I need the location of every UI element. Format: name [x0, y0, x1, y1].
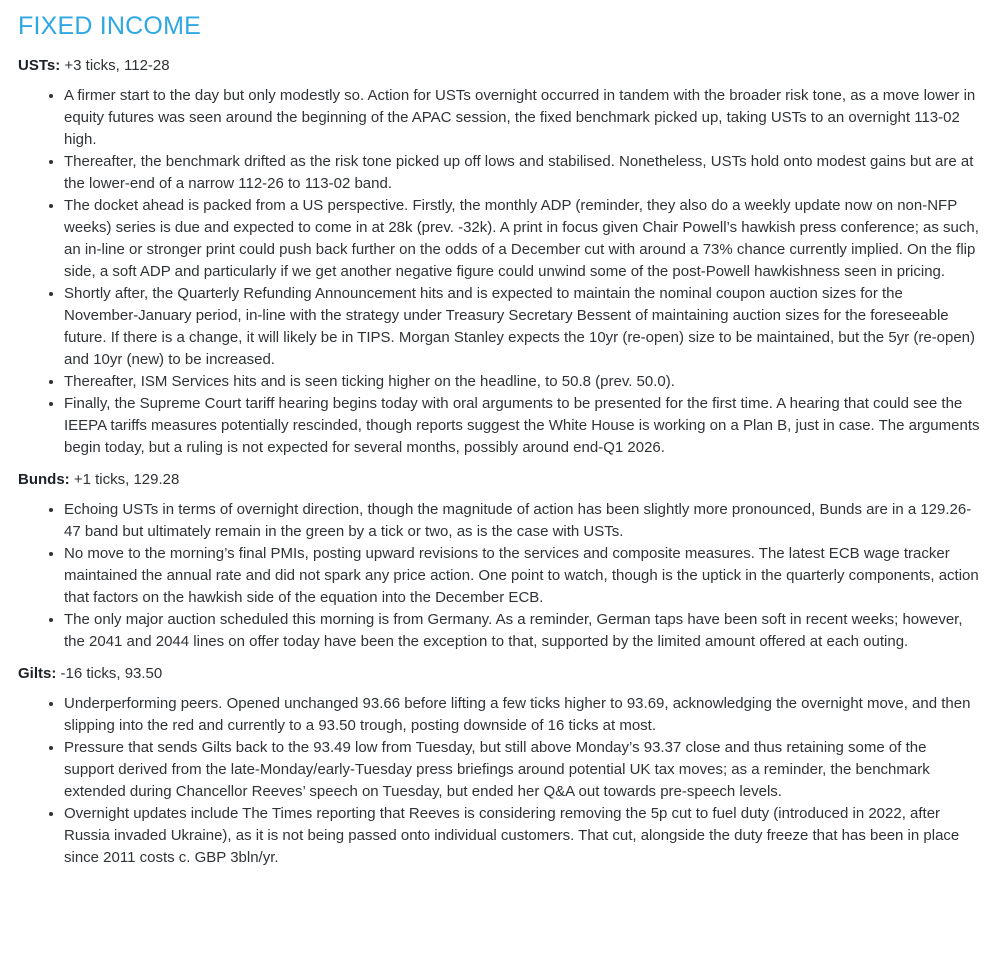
list-item: • Finally, the Supreme Court tariff hearing begins today with oral arguments to be presented for the first time. A hearing that could see the IEEPA tariffs measures potentially rescinded, though reports suggest the White House is working on a Plan B, just in case. The arguments begin today, but a ruling is not expected for several months, possibly around end-Q1 2026. [64, 393, 980, 459]
list-item: • Pressure that sends Gilts back to the 93.49 low from Tuesday, but still above Monday’s 93.37 close and thus retaining some of the support derived from the late-Monday/early-Tuesday press briefings around potential UK tax moves; as a reminder, the benchmark extended during Chancellor Reeves’ speech on Tuesday, but ended her Q&A out towards pre-speech levels. [64, 737, 980, 803]
section-header-gilts [18, 664, 980, 684]
section-header-bunds [18, 470, 980, 490]
list-item: • The docket ahead is packed from a US perspective. Firstly, the monthly ADP (reminder, they also do a weekly update now on non-NFP weeks) series is due and expected to come in at 28k (prev. -32k). A print in focus given Chair Powell’s hawkish press conference; as such, an in-line or stronger print could push back further on the odds of a December cut with around a 73% chance currently implied. On the flip side, a soft ADP and particularly if we get another negative figure could unwind some of the post-Powell hawkishness seen in pricing. [64, 195, 980, 283]
list-item: • Overnight updates include The Times reporting that Reeves is considering removing the 5p cut to fuel duty (introduced in 2022, after Russia invaded Ukraine), as it is not being passed onto individual customers. That cut, alongside the duty freeze that has been in place since 2011 costs c. GBP 3bln/yr. [64, 803, 980, 869]
list-item: • The only major auction scheduled this morning is from Germany. As a reminder, German taps have been soft in recent weeks; however, the 2041 and 2044 lines on offer today have been the exception to that, supported by the limited amount offered at each outing. [64, 609, 980, 653]
section-label: USTs: [18, 57, 61, 74]
bullet-list-bunds [18, 499, 980, 653]
section-header-usts [18, 56, 980, 76]
section-gilts [18, 664, 980, 869]
section-summary: +1 ticks, 129.28 [69, 471, 180, 488]
list-item: • Shortly after, the Quarterly Refunding Announcement hits and is expected to maintain the nominal coupon auction sizes for the November-January period, in-line with the strategy under Treasury Secretary Bessent of maintaining auction sizes for the foreseeable future. If there is a change, it will likely be in TIPS. Morgan Stanley expects the 10yr (re-open) size to be maintained, but the 5yr (re-open) and 10yr (new) to be increased. [64, 283, 980, 371]
list-item: • Thereafter, ISM Services hits and is seen ticking higher on the headline, to 50.8 (prev. 50.0). [64, 371, 980, 393]
list-item: • No move to the morning’s final PMIs, posting upward revisions to the services and composite measures. The latest ECB wage tracker maintained the annual rate and did not spark any price action. One point to watch, though is the uptick in the quarterly components, action that factors on the hawkish side of the equation into the December ECB. [64, 543, 980, 609]
section-summary: +3 ticks, 112-28 [60, 57, 170, 74]
section-bunds [18, 470, 980, 653]
bullet-list-usts [18, 85, 980, 459]
page-title: FIXED INCOME [18, 12, 201, 40]
list-item: • A firmer start to the day but only modestly so. Action for USTs overnight occurred in tandem with the broader risk tone, as a move lower in equity futures was seen around the beginning of the APAC session, the fixed benchmark picked up, taking USTs to an overnight 113-02 high. [64, 85, 980, 151]
bullet-list-gilts [18, 693, 980, 869]
section-usts [18, 56, 980, 459]
section-summary: -16 ticks, 93.50 [56, 665, 163, 682]
section-label: Bunds: [18, 471, 70, 488]
list-item: • Echoing USTs in terms of overnight direction, though the magnitude of action has been slightly more pronounced, Bunds are in a 129.26-47 band but ultimately remain in the green by a tick or two, as is the case with USTs. [64, 499, 980, 543]
list-item: • Underperforming peers. Opened unchanged 93.66 before lifting a few ticks higher to 93.69, acknowledging the overnight move, and then slipping into the red and currently to a 93.50 trough, posting downside of 16 ticks at most. [64, 693, 980, 737]
section-label: Gilts: [18, 665, 57, 682]
list-item: • Thereafter, the benchmark drifted as the risk tone picked up off lows and stabilised. Nonetheless, USTs hold onto modest gains but are at the lower-end of a narrow 112-26 to 113-02 band. [64, 151, 980, 195]
